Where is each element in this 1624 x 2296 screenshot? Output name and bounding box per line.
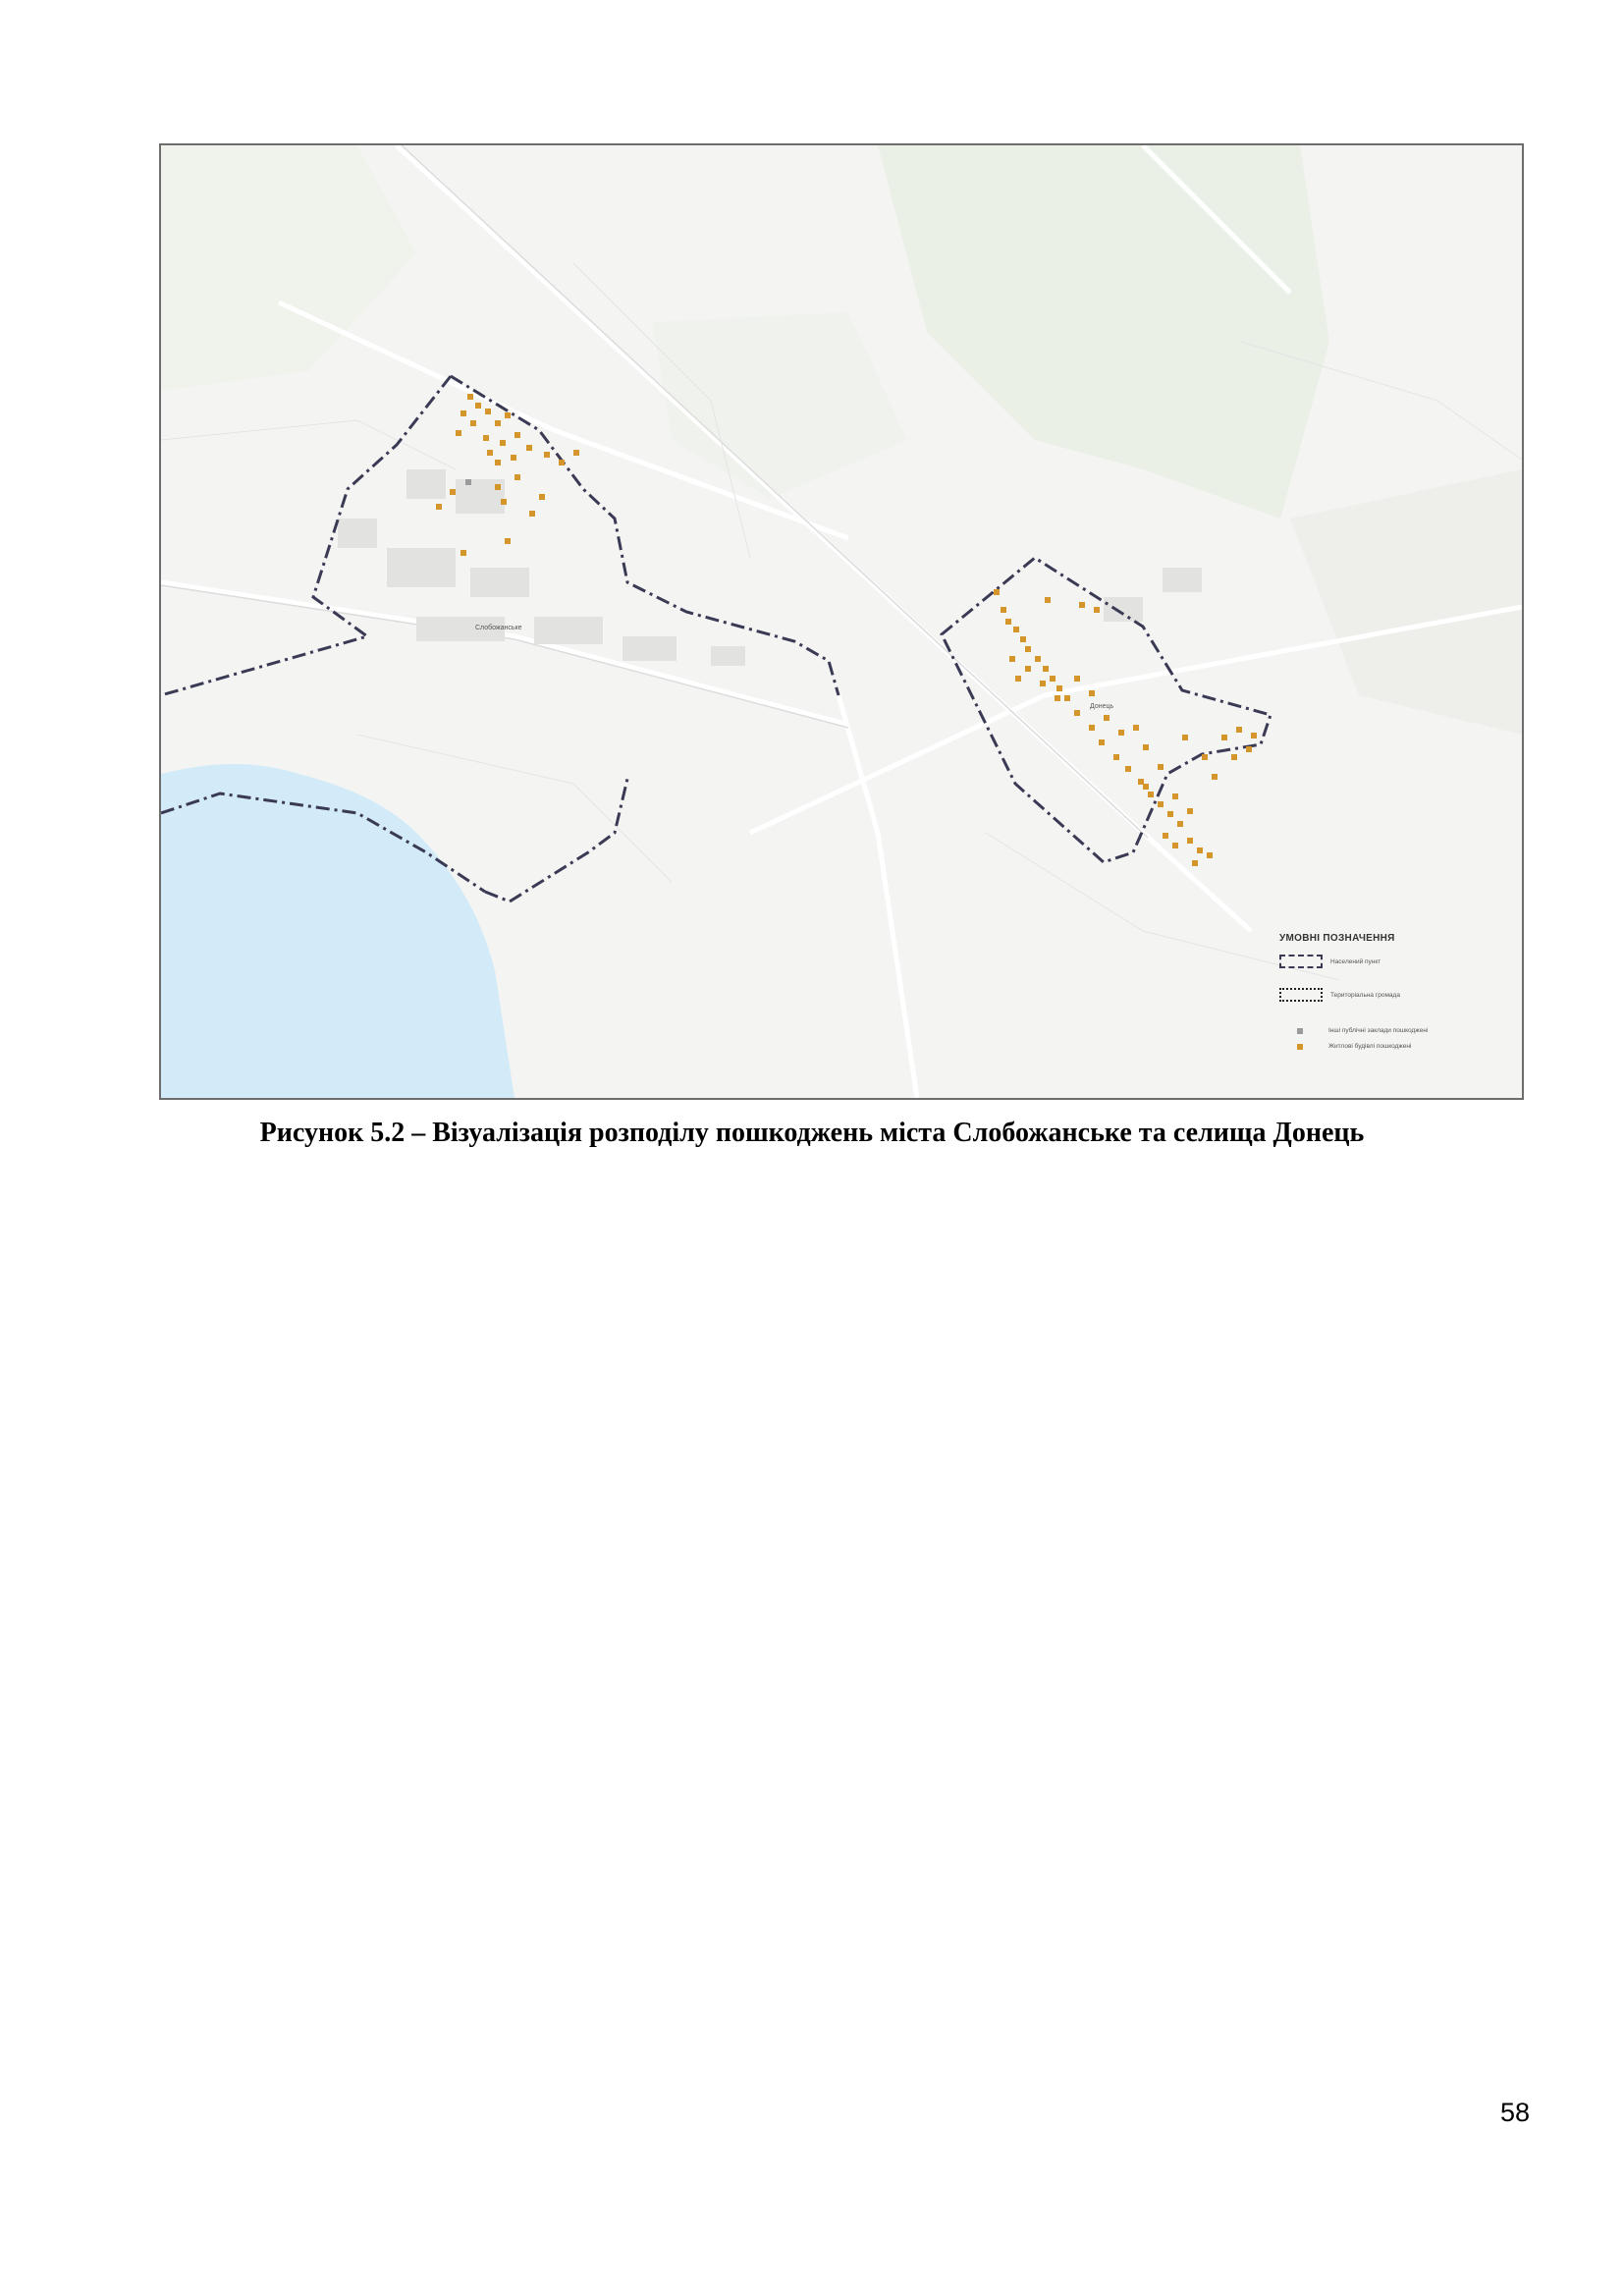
community-boundary-east <box>485 779 627 902</box>
page-number: 58 <box>1499 2098 1530 2127</box>
public-damage-square-icon <box>1297 1028 1303 1034</box>
reservoir <box>161 764 514 1098</box>
damage-map <box>159 143 1524 1100</box>
community-boundary-icon <box>1279 988 1323 1002</box>
legend-label-community: Територіальна громада <box>1330 991 1400 999</box>
slobozhanske-boundary-west <box>161 376 451 695</box>
settlement-boundary-icon <box>1279 955 1323 968</box>
map-label-donets: Донець <box>1090 703 1114 710</box>
field-area <box>161 145 416 391</box>
legend-row-residential <box>1279 1043 1411 1050</box>
residential-damage-square-icon <box>1297 1044 1303 1050</box>
map-legend <box>1279 933 1515 1080</box>
map-label-slobozhanske: Слобожанське <box>475 625 522 631</box>
residential-damage-markers <box>436 394 579 556</box>
field-area-2 <box>652 312 907 499</box>
public-damage-markers <box>465 479 471 485</box>
field-area-3 <box>1290 469 1522 735</box>
legend-label-settlement: Населений пункт <box>1330 957 1381 965</box>
forest-area <box>878 145 1329 519</box>
donets-damage-markers <box>994 589 1257 866</box>
legend-row-public <box>1279 1027 1428 1034</box>
donets-boundary <box>942 558 1271 862</box>
legend-row-settlement <box>1279 955 1380 968</box>
legend-label-residential: Житлові будівлі пошкоджені <box>1328 1043 1412 1050</box>
figure-caption: Рисунок 5.2 – Візуалізація розподілу пошкоджень міста Слобожанське та селища Донець <box>259 1118 1365 1148</box>
legend-row-community <box>1279 988 1400 1002</box>
legend-label-public: Інші публічні заклади пошкоджені <box>1328 1027 1429 1034</box>
legend-title: УМОВНІ ПОЗНАЧЕННЯ <box>1279 933 1395 944</box>
